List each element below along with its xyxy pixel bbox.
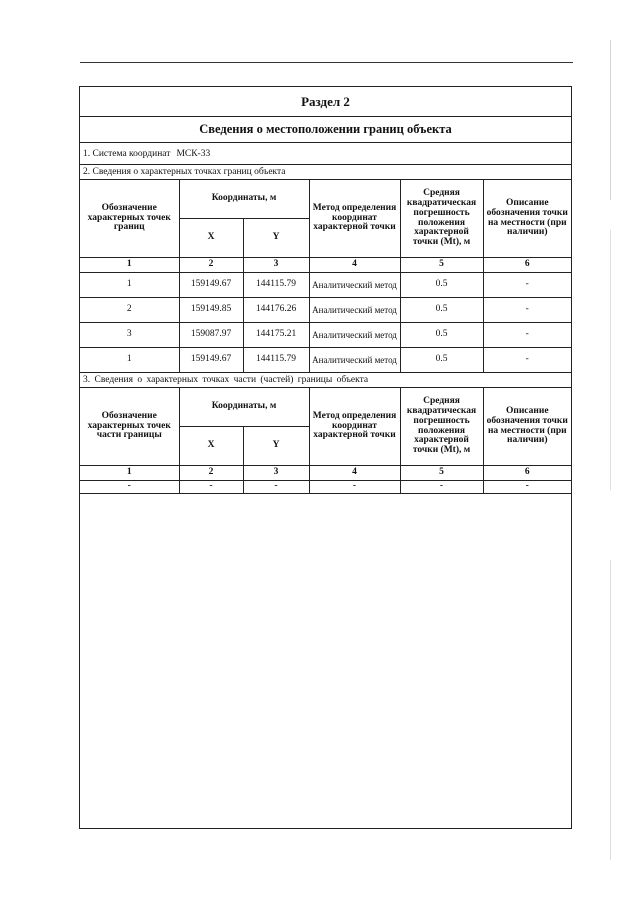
column-number-row — [80, 466, 571, 481]
col-number: 5 — [400, 466, 483, 481]
cell-y: 144115.79 — [243, 348, 309, 373]
part2-caption-band — [80, 165, 571, 180]
col-number: 2 — [179, 258, 243, 273]
coordinate-system-band — [80, 143, 571, 165]
header-description: Описание обозначения точки на местности (при наличии) — [483, 180, 571, 258]
cell-point: 3 — [80, 323, 179, 348]
header-method: Метод определения координат характерной точки — [309, 388, 400, 466]
cell-method: Аналитический метод — [309, 348, 400, 373]
cell-y: 144175.21 — [243, 323, 309, 348]
col-number: 1 — [80, 466, 179, 481]
header-description: Описание обозначения точки на местности (при наличии) — [483, 388, 571, 466]
cell-mt: 0.5 — [400, 298, 483, 323]
header-coordinates: Координаты, м — [179, 180, 309, 219]
part3-caption: 3. Сведения о характерных точках части (частей) границы объекта — [83, 375, 369, 385]
header-designation: Обозначение характерных точек границ — [80, 180, 179, 258]
cell-mt: - — [400, 481, 483, 494]
cell-x: 159087.97 — [179, 323, 243, 348]
cell-method: - — [309, 481, 400, 494]
section-title-band — [80, 87, 571, 117]
part2-table — [80, 180, 571, 373]
table-row — [80, 348, 571, 373]
cell-method: Аналитический метод — [309, 273, 400, 298]
cell-desc: - — [483, 323, 571, 348]
cell-desc: - — [483, 298, 571, 323]
header-x: X — [179, 427, 243, 466]
header-rule — [80, 62, 573, 63]
table-row — [80, 298, 571, 323]
coordinate-system-label: 1. Система координат — [83, 148, 171, 159]
cell-y: - — [243, 481, 309, 494]
part2-caption: 2. Сведения о характерных точках границ объекта — [83, 167, 286, 177]
cell-method: Аналитический метод — [309, 298, 400, 323]
header-y: Y — [243, 219, 309, 258]
cell-desc: - — [483, 273, 571, 298]
cell-method: Аналитический метод — [309, 323, 400, 348]
col-number: 2 — [179, 466, 243, 481]
cell-point: - — [80, 481, 179, 494]
cell-x: 159149.67 — [179, 348, 243, 373]
document-frame — [79, 86, 572, 829]
cell-point: 2 — [80, 298, 179, 323]
part3-table — [80, 388, 571, 494]
cell-x: - — [179, 481, 243, 494]
col-number: 3 — [243, 258, 309, 273]
header-accuracy: Средняя квадратическая погрешность положения характерной точки (Mt), м — [400, 388, 483, 466]
header-x: X — [179, 219, 243, 258]
header-designation: Обозначение характерных точек части границы — [80, 388, 179, 466]
scan-artifact — [610, 230, 611, 490]
cell-desc: - — [483, 348, 571, 373]
header-method: Метод определения координат характерной точки — [309, 180, 400, 258]
header-accuracy: Средняя квадратическая погрешность положения характерной точки (Mt), м — [400, 180, 483, 258]
scan-artifact — [610, 40, 611, 200]
section-subtitle-band — [80, 117, 571, 143]
cell-x: 159149.85 — [179, 298, 243, 323]
table-row — [80, 481, 571, 494]
col-number: 5 — [400, 258, 483, 273]
cell-y: 144115.79 — [243, 273, 309, 298]
col-number: 1 — [80, 258, 179, 273]
table-row — [80, 323, 571, 348]
header-coordinates: Координаты, м — [179, 388, 309, 427]
header-y: Y — [243, 427, 309, 466]
cell-desc: - — [483, 481, 571, 494]
section-subtitle: Сведения о местоположении границ объекта — [199, 122, 452, 136]
cell-x: 159149.67 — [179, 273, 243, 298]
coordinate-system-value: МСК-33 — [176, 148, 211, 159]
col-number: 4 — [309, 466, 400, 481]
column-number-row — [80, 258, 571, 273]
col-number: 6 — [483, 466, 571, 481]
cell-point: 1 — [80, 348, 179, 373]
cell-mt: 0.5 — [400, 273, 483, 298]
cell-y: 144176.26 — [243, 298, 309, 323]
cell-point: 1 — [80, 273, 179, 298]
scan-artifact — [610, 560, 611, 860]
part3-caption-band — [80, 373, 571, 388]
col-number: 6 — [483, 258, 571, 273]
col-number: 4 — [309, 258, 400, 273]
cell-mt: 0.5 — [400, 323, 483, 348]
cell-mt: 0.5 — [400, 348, 483, 373]
table-row — [80, 273, 571, 298]
section-title: Раздел 2 — [301, 93, 350, 109]
col-number: 3 — [243, 466, 309, 481]
